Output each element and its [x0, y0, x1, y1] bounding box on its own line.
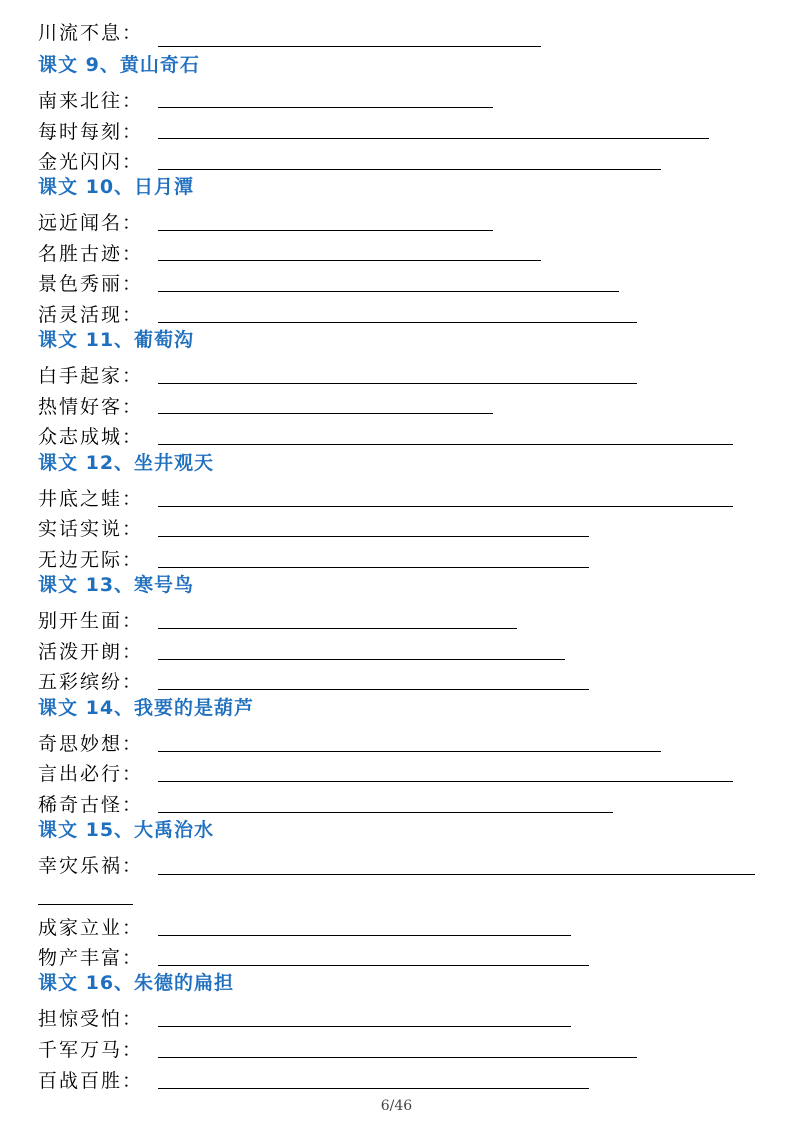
answer-blank[interactable] [158, 781, 733, 782]
answer-blank[interactable] [158, 536, 589, 537]
term-colon: ： [122, 947, 142, 969]
term-colon: ： [122, 212, 142, 234]
term-colon: ： [122, 365, 142, 387]
term-label: 名胜古迹 [38, 243, 123, 265]
term-row [38, 847, 142, 877]
term-label: 活灵活现 [38, 304, 123, 326]
term-label: 别开生面 [38, 610, 123, 632]
answer-blank[interactable] [158, 383, 637, 384]
term-row [38, 602, 142, 632]
term-row [38, 786, 142, 816]
term-label: 白手起家 [38, 365, 123, 387]
term-row [38, 939, 142, 969]
term-label: 奇思妙想 [38, 733, 123, 755]
term-colon: ： [122, 671, 142, 693]
answer-blank[interactable] [158, 751, 661, 752]
term-label: 热情好客 [38, 396, 123, 418]
term-label: 五彩缤纷 [38, 671, 123, 693]
term-label: 成家立业 [38, 917, 123, 939]
term-label: 景色秀丽 [38, 273, 123, 295]
lesson-heading: 课文 14、我要的是葫芦 [38, 697, 255, 719]
answer-blank[interactable] [158, 169, 661, 170]
lesson-heading: 课文 10、日月潭 [38, 176, 195, 198]
answer-blank[interactable] [158, 689, 589, 690]
answer-blank[interactable] [158, 506, 733, 507]
term-colon: ： [122, 22, 142, 44]
term-row [38, 14, 142, 44]
term-label: 百战百胜 [38, 1070, 123, 1092]
page-number: 6/46 [380, 1098, 413, 1114]
term-row [38, 510, 142, 540]
answer-blank[interactable] [158, 659, 565, 660]
answer-blank[interactable] [158, 322, 637, 323]
term-colon: ： [122, 855, 142, 877]
term-label: 物产丰富 [38, 947, 123, 969]
term-colon: ： [122, 1008, 142, 1030]
term-colon: ： [122, 1070, 142, 1092]
answer-blank[interactable] [158, 107, 493, 108]
lesson-heading: 课文 9、黄山奇石 [38, 54, 200, 76]
term-label: 每时每刻 [38, 121, 123, 143]
term-colon: ： [122, 396, 142, 418]
term-label: 言出必行 [38, 763, 123, 785]
answer-blank[interactable] [158, 965, 589, 966]
answer-blank[interactable] [158, 291, 619, 292]
term-row [38, 357, 142, 387]
term-colon: ： [122, 90, 142, 112]
term-row [38, 388, 142, 418]
term-row [38, 480, 142, 510]
term-row [38, 1000, 142, 1030]
term-row [38, 113, 142, 143]
term-colon: ： [122, 794, 142, 816]
term-colon: ： [122, 304, 142, 326]
answer-blank[interactable] [158, 1026, 571, 1027]
term-row [38, 143, 142, 173]
answer-blank[interactable] [158, 444, 733, 445]
term-label: 远近闻名 [38, 212, 123, 234]
term-colon: ： [122, 426, 142, 448]
term-row [38, 235, 142, 265]
term-label: 幸灾乐祸 [38, 855, 123, 877]
term-colon: ： [122, 733, 142, 755]
lesson-heading: 课文 15、大禹治水 [38, 819, 215, 841]
answer-blank-continued[interactable] [38, 904, 133, 905]
lesson-heading: 课文 12、坐井观天 [38, 452, 215, 474]
term-row [38, 725, 142, 755]
term-colon: ： [122, 641, 142, 663]
answer-blank[interactable] [158, 138, 709, 139]
answer-blank[interactable] [158, 1088, 589, 1089]
term-row [38, 755, 142, 785]
term-colon: ： [122, 273, 142, 295]
term-label: 无边无际 [38, 549, 123, 571]
term-colon: ： [122, 121, 142, 143]
term-colon: ： [122, 610, 142, 632]
answer-blank[interactable] [158, 935, 571, 936]
term-label: 井底之蛙 [38, 488, 123, 510]
term-row [38, 204, 142, 234]
term-row [38, 663, 142, 693]
term-row [38, 82, 142, 112]
term-colon: ： [122, 1039, 142, 1061]
answer-blank[interactable] [158, 628, 517, 629]
term-row [38, 265, 142, 295]
answer-blank[interactable] [158, 230, 493, 231]
term-colon: ： [122, 518, 142, 540]
term-label: 稀奇古怪 [38, 794, 123, 816]
lesson-heading: 课文 11、葡萄沟 [38, 329, 195, 351]
term-row [38, 418, 142, 448]
answer-blank[interactable] [158, 1057, 637, 1058]
term-label: 川流不息 [38, 22, 123, 44]
term-colon: ： [122, 243, 142, 265]
answer-blank[interactable] [158, 46, 541, 47]
term-colon: ： [122, 917, 142, 939]
answer-blank[interactable] [158, 260, 541, 261]
term-label: 活泼开朗 [38, 641, 123, 663]
term-label: 担惊受怕 [38, 1008, 123, 1030]
answer-blank[interactable] [158, 567, 589, 568]
term-label: 千军万马 [38, 1039, 123, 1061]
term-colon: ： [122, 549, 142, 571]
term-row [38, 1031, 142, 1061]
term-row [38, 1062, 142, 1092]
term-colon: ： [122, 488, 142, 510]
term-colon: ： [122, 151, 142, 173]
lesson-heading: 课文 13、寒号鸟 [38, 574, 195, 596]
answer-blank[interactable] [158, 812, 613, 813]
term-row [38, 296, 142, 326]
lesson-heading: 课文 16、朱德的扁担 [38, 972, 235, 994]
term-label: 实话实说 [38, 518, 123, 540]
answer-blank[interactable] [158, 413, 493, 414]
answer-blank[interactable] [158, 874, 755, 875]
term-colon: ： [122, 763, 142, 785]
term-row [38, 633, 142, 663]
term-row [38, 541, 142, 571]
term-label: 南来北往 [38, 90, 123, 112]
term-row [38, 909, 142, 939]
term-label: 金光闪闪 [38, 151, 123, 173]
term-label: 众志成城 [38, 426, 123, 448]
